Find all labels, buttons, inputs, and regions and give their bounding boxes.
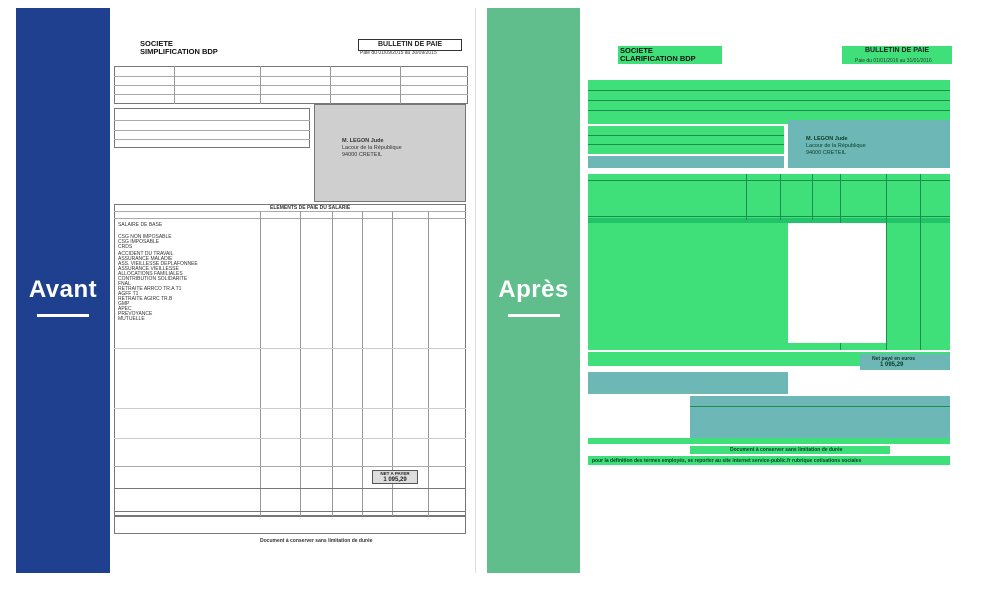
payslip-title: BULLETIN DE PAIE xyxy=(358,39,462,51)
company-name-line2: SIMPLIFICATION BDP xyxy=(140,46,218,56)
employee-address-line1: Lacour de la République xyxy=(342,145,402,151)
company-name-line1: SOCIETE xyxy=(140,39,173,48)
table-row: ASSURANCE MALADIE xyxy=(118,256,173,262)
table-row: RETRAITE AGIRC TR.B xyxy=(118,296,173,302)
payslip-after xyxy=(580,8,976,573)
employee-address-line2: 94000 CRETEIL xyxy=(806,150,847,156)
table-row: ASS. VIEILLESSE DEPLAFONNEE xyxy=(118,261,198,267)
table-row: ALLOCATIONS FAMILIALES xyxy=(118,271,183,277)
employee-address-line1: Lacour de la République xyxy=(806,143,866,149)
employee-address-line2: 94000 CRETEIL xyxy=(342,152,383,158)
net-total-value: 1 095,29 xyxy=(383,477,407,483)
table-row: CSG NON IMPOSABLE xyxy=(118,234,172,240)
payslip-period: Paie du 01/09/2015 au 30/09/2015 xyxy=(360,50,437,56)
table-row: RETRAITE ARRCO TR.A T1 xyxy=(118,286,182,292)
table-row: ASSURANCE VIEILLESSE xyxy=(118,266,179,272)
payslip-period: Paie du 01/01/2016 au 31/01/2016 xyxy=(855,58,932,64)
net-total-label: Net payé en euros xyxy=(872,356,916,362)
employee-name: M. LEGON Jude xyxy=(806,136,848,142)
payslip-before xyxy=(110,8,476,573)
before-label: Avant xyxy=(28,276,98,303)
employee-name: M. LEGON Jude xyxy=(342,138,384,144)
table-row: ACCIDENT DU TRAVAIL xyxy=(118,251,174,257)
table-row: APEC xyxy=(118,306,132,312)
table-row: MUTUELLE xyxy=(118,316,145,322)
table-row: CONTRIBUTION SOLIDARITE xyxy=(118,276,188,282)
table-row: FNAL xyxy=(118,281,131,287)
table-row: CSG IMPOSABLE xyxy=(118,239,160,245)
footer-note: Document à conserver sans limitation de durée xyxy=(260,538,373,544)
net-total-value: 1 095,29 xyxy=(880,362,904,368)
company-name-line2: CLARIFICATION BDP xyxy=(620,53,696,63)
table-row: CRDS xyxy=(118,244,133,250)
company-name-line1: SOCIETE xyxy=(620,46,653,55)
before-label-band xyxy=(16,8,110,573)
footer-note: Document à conserver sans limitation de durée xyxy=(730,447,843,453)
payslip-title: BULLETIN DE PAIE xyxy=(864,47,930,54)
table-row: GMP xyxy=(118,301,130,307)
table-row: PREVOYANCE xyxy=(118,311,153,317)
table-row: AGFF T1 xyxy=(118,291,139,297)
net-total-label: NET A PAYER xyxy=(380,471,410,476)
after-label-band xyxy=(487,8,580,573)
row-base-salary: SALAIRE DE BASE xyxy=(118,222,163,228)
elements-header: ELEMENTS DE PAIE DU SALARIÉ xyxy=(270,205,351,211)
after-label: Après xyxy=(498,276,569,303)
footnote: pour la définition des termes employés, se reporter au site internet service-public.fr rubrique cotisations sociales xyxy=(592,458,862,464)
